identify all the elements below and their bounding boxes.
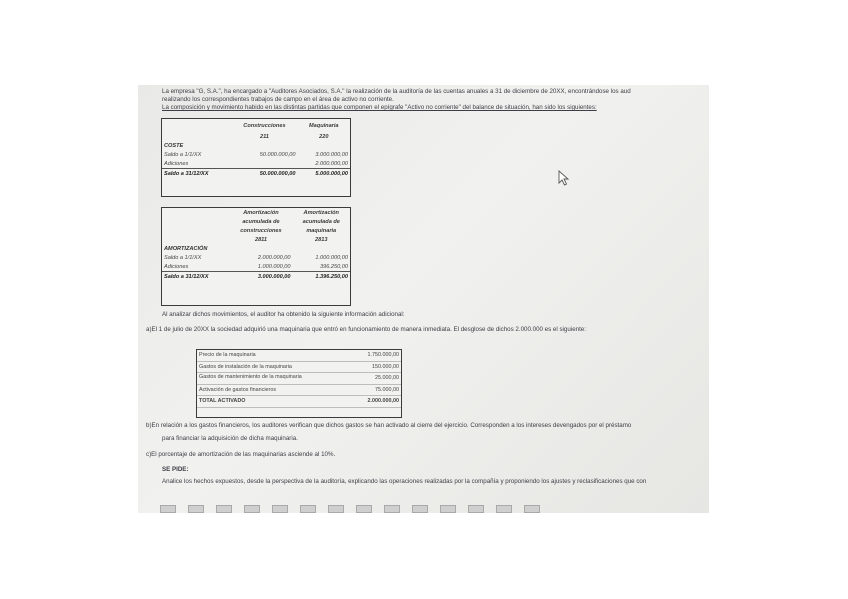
toolbar-button[interactable] — [272, 505, 288, 513]
row-label: Saldo a 31/12/XX — [162, 272, 229, 282]
item-c: c)El porcentaje de amortización de las maquinarias asciende al 10%. — [146, 451, 336, 458]
row-value: 396.250,00 — [320, 263, 348, 270]
toolbar-button[interactable] — [244, 505, 260, 513]
table-row — [197, 361, 401, 373]
mouse-pointer-icon — [558, 170, 570, 186]
row-value: 2.000.000,00 — [315, 160, 348, 167]
row-label: Adiciones — [164, 160, 189, 167]
row-value: 2.000.000,00 — [257, 254, 291, 261]
row-label: Saldo a 1/1/XX — [164, 254, 202, 261]
row-label: Gastos de instalación de la maquinaria — [197, 361, 321, 373]
amort-code-2811: 2811 — [254, 236, 267, 243]
row-label: Gastos de mantenimiento de la maquinaria — [197, 373, 321, 385]
table-row-total — [197, 396, 401, 408]
coste-code-empty — [162, 132, 231, 141]
row-label: Saldo a 1/1/XX — [164, 151, 202, 158]
table-row — [197, 350, 401, 361]
row-label: Activación de gastos financieros — [197, 384, 321, 396]
table-row — [197, 373, 401, 385]
coste-code-220: 220 — [319, 133, 329, 140]
item-a: a)El 1 de julio de 20XX la sociedad adquirió una maquinaria que entró en funcionamiento de manera inmediata. El desglose de dichos 2.000.000 es el siguiente: — [146, 326, 586, 333]
row-value: 3.000.000,00 — [315, 151, 348, 158]
toolbar-button[interactable] — [524, 505, 540, 513]
amort-header-1-line-2: acumulada de — [242, 218, 280, 225]
toolbar-button[interactable] — [412, 505, 428, 513]
amort-header-2-line-2: acumulada de — [302, 218, 340, 225]
row-value: 3.000.000,00 — [229, 272, 292, 282]
intro-line-3: La composición y movimiento habido en las distintas partidas que componen el epígrafe "Activo no corriente" del balance de situación, han sido los siguientes: — [162, 104, 597, 111]
amort-section-label: AMORTIZACIÓN — [164, 245, 208, 252]
toolbar-button[interactable] — [440, 505, 456, 513]
photographed-screen — [138, 85, 709, 513]
se-pide-heading: SE PIDE: — [162, 466, 189, 473]
amort-code-2813: 2813 — [315, 236, 328, 243]
amort-header-1-line-1: Amortización — [243, 209, 279, 216]
row-value: 50.000.000,00 — [259, 151, 296, 158]
table-row-total — [162, 272, 350, 282]
amortizacion-table — [161, 207, 351, 306]
item-b-line-1: b)En relación a los gastos financieros, los auditores verifican que dichos gastos se han activado al cierre del ejercicio. Corresponden a los intereses devengados por el préstamo — [146, 422, 632, 429]
table-row-total — [162, 169, 350, 179]
row-value: 25.000,00 — [321, 373, 401, 385]
row-value: 1.000.000,00 — [315, 254, 348, 261]
row-label: Adiciones — [164, 263, 189, 270]
coste-code-211: 211 — [259, 133, 269, 140]
table-row — [162, 253, 350, 262]
coste-table — [161, 118, 351, 197]
row-value: 5.000.000,00 — [298, 169, 350, 179]
toolbar-button[interactable] — [468, 505, 484, 513]
row-value: 1.000.000,00 — [257, 263, 291, 270]
toolbar-button[interactable] — [160, 505, 176, 513]
coste-section-label: COSTE — [164, 142, 184, 149]
toolbar-button[interactable] — [300, 505, 316, 513]
row-value — [231, 159, 297, 169]
toolbar-button[interactable] — [328, 505, 344, 513]
row-label: Saldo a 31/12/XX — [162, 169, 231, 179]
item-b-line-2: para financiar la adquisición de dicha maquinaria. — [162, 435, 298, 442]
row-value: 75.000,00 — [321, 384, 401, 396]
toolbar-button[interactable] — [384, 505, 400, 513]
coste-header-empty — [162, 119, 231, 132]
total-label: TOTAL ACTIVADO — [197, 396, 321, 408]
toolbar-button[interactable] — [188, 505, 204, 513]
row-value: 150.000,00 — [321, 361, 401, 373]
amort-header-2-line-1: Amortización — [303, 209, 339, 216]
amort-header-2-line-3: maquinaria — [306, 227, 337, 234]
toolbar-button[interactable] — [356, 505, 372, 513]
editor-toolbar — [160, 504, 705, 513]
coste-header-maquinaria: Maquinaria — [309, 122, 339, 129]
table-row — [162, 262, 350, 272]
final-instruction: Analice los hechos expuestos, desde la perspectiva de la auditoría, explicando las operaciones realizadas por la compañía y proponiendo los ajustes y reclasificaciones que con — [162, 478, 647, 485]
table-row — [162, 159, 350, 169]
coste-header-construcciones: Construcciones — [243, 122, 286, 129]
table-row — [197, 384, 401, 396]
intro-line-1: La empresa "G, S.A.", ha encargado a "Auditores Asociados, S.A." la realización de la auditoría de las cuentas anuales a 31 de diciembre de 20XX, encontrándose los aud — [162, 88, 631, 95]
row-value: 1.750.000,00 — [321, 350, 401, 361]
info-line: Al analizar dichos movimientos, el auditor ha obtenido la siguiente información adicional: — [162, 311, 405, 318]
maquinaria-breakdown-table — [196, 349, 402, 418]
amort-header-1-line-3: construcciones — [240, 227, 282, 234]
table-row — [162, 150, 350, 159]
total-value: 2.000.000,00 — [321, 396, 401, 408]
toolbar-button[interactable] — [216, 505, 232, 513]
toolbar-button[interactable] — [496, 505, 512, 513]
row-label: Precio de la maquinaria — [197, 350, 321, 361]
row-value: 50.000.000,00 — [231, 169, 297, 179]
amort-code-empty — [162, 235, 229, 244]
row-value: 1.396.250,00 — [293, 272, 350, 282]
intro-line-2: realizando los correspondientes trabajos de campo en el área de activo no corriente. — [162, 96, 394, 103]
